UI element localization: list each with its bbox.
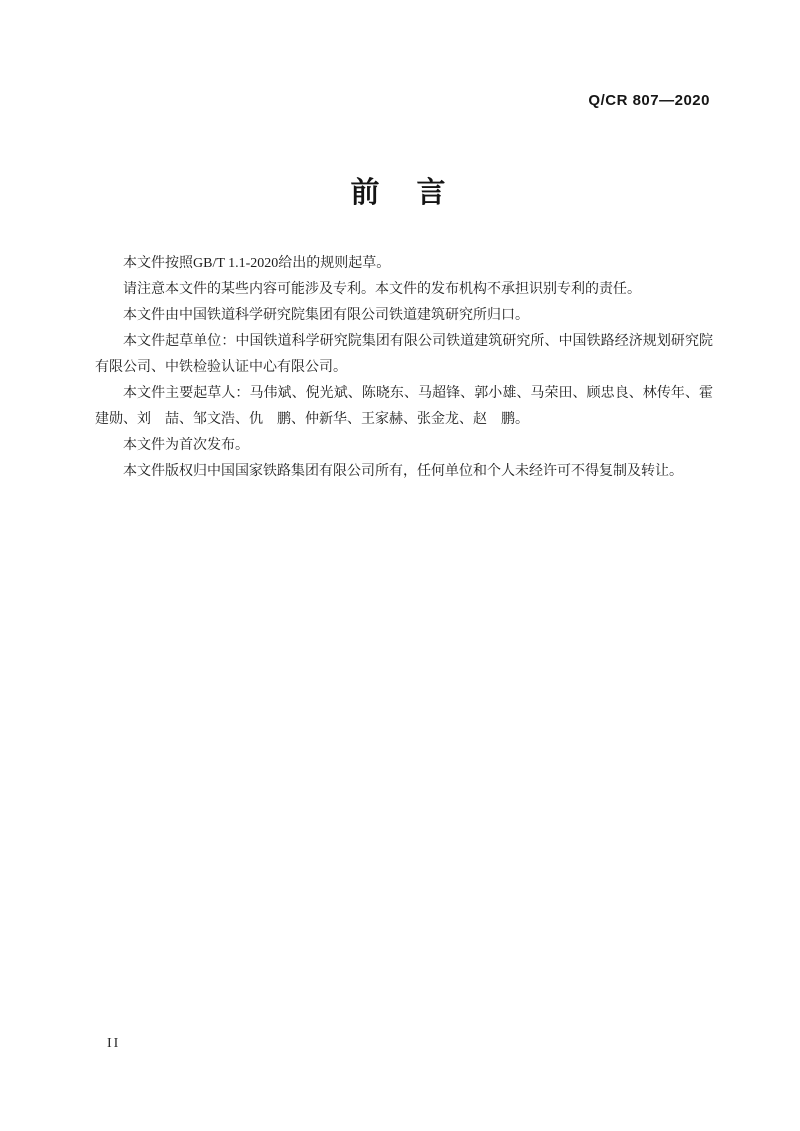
page-number: II [107, 1036, 121, 1051]
paragraph-drafting-organizations: 本文件起草单位：中国铁道科学研究院集团有限公司铁道建筑研究所、中国铁路经济规划研究院有限公司、中铁检验认证中心有限公司。 [95, 334, 713, 375]
paragraph-patent-notice: 请注意本文件的某些内容可能涉及专利。本文件的发布机构不承担识别专利的责任。 [123, 282, 641, 297]
foreword-body [95, 251, 713, 485]
paragraph-copyright: 本文件版权归中国国家铁路集团有限公司所有，任何单位和个人未经许可不得复制及转让。 [123, 464, 683, 479]
standard-code-header: Q/CR 807—2020 [588, 92, 710, 109]
paragraph-centralized-by: 本文件由中国铁道科学研究院集团有限公司铁道建筑研究所归口。 [123, 308, 529, 323]
paragraph-first-issue: 本文件为首次发布。 [123, 438, 249, 453]
paragraph-drafting-rules: 本文件按照GB/T 1.1-2020给出的规则起草。 [123, 256, 391, 271]
foreword-title: 前 言 [350, 177, 450, 209]
paragraph-main-drafters: 本文件主要起草人：马伟斌、倪光斌、陈晓东、马超锋、郭小雄、马荣田、顾忠良、林传年、霍建勋、刘 喆、邹文浩、仇 鹏、仲新华、王家赫、张金龙、赵 鹏。 [95, 386, 713, 427]
